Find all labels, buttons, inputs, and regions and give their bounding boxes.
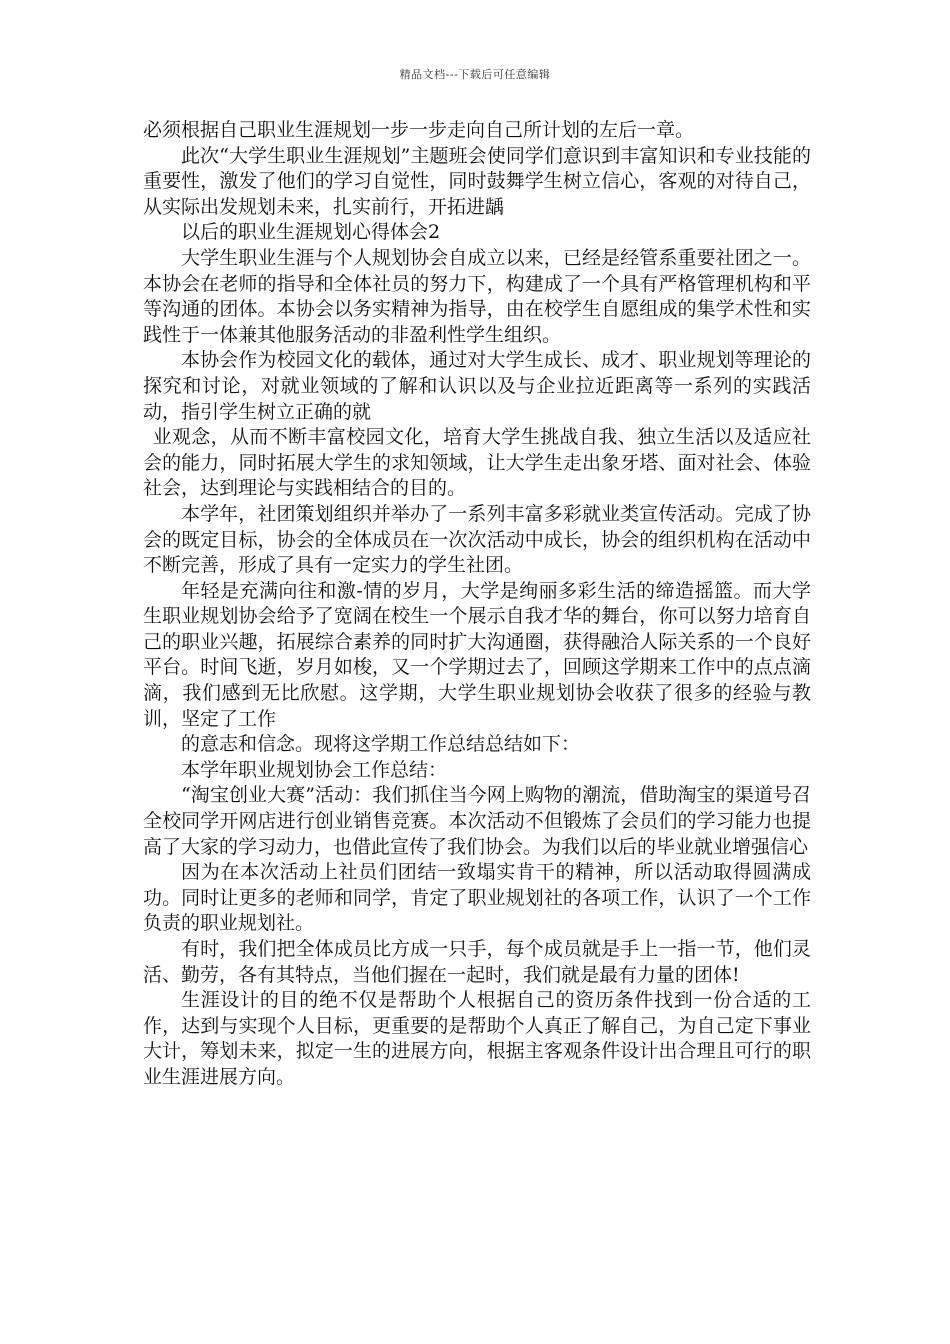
page-header: 精品文档---下载后可任意编辑: [399, 68, 551, 81]
paragraph: 本协会作为校园文化的载体，通过对大学生成长、成才、职业规划等理论的探究和讨论，对就业领域的了解和认识以及与企业拉近距离等一系列的实践活动，指引学生树立正确的就: [143, 349, 811, 423]
paragraph: 大学生职业生涯与个人规划协会自成立以来，已经是经管系重要社团之一。本协会在老师的指导和全体社员的努力下，构建成了一个具有严格管理机构和平等沟通的团体。本协会以务实精神为指导，由在校学生自愿组成的集学术性和实践性于一体兼其他服务活动的非盈利性学生组织。: [143, 246, 811, 346]
paragraph: 本学年，社团策划组织并举办了一系列丰富多彩就业类宣传活动。完成了协会的既定目标，协会的全体成员在一次次活动中成长，协会的组织机构在活动中不断完善，形成了具有一定实力的学生社团。: [143, 502, 811, 577]
section-heading: 以后的职业生涯规划心得体会2: [181, 221, 441, 244]
paragraph: 必须根据自己职业生涯规划一步一步走向自己所计划的左后一章。: [143, 119, 695, 141]
paragraph: 因为在本次活动上社员们团结一致塌实肯干的精神，所以活动取得圆满成功。同时让更多的老师和同学，肯定了职业规划社的各项工作，认识了一个工作负责的职业规划社。: [143, 861, 811, 935]
paragraph: 有时，我们把全体成员比方成一只手，每个成员就是手上一指一节，他们灵活、勤劳，各有其特点，当他们握在一起时，我们就是最有力量的团体!: [143, 938, 811, 986]
paragraph: 年轻是充满向往和激-情的岁月，大学是绚丽多彩生活的缔造摇篮。而大学生职业规划协会给予了宽阔在校生一个展示自我才华的舞台，你可以努力培育自己的职业兴趣，拓展综合素养的同时扩大沟通圈，获得融洽人际关系的一个良好平台。时间飞逝，岁月如梭，又一个学期过去了，回顾这学期来工作中的点点滴滴，我们感到无比欣慰。这学期，大学生职业规划协会收获了很多的经验与教训，坚定了工作: [143, 579, 811, 730]
paragraph: 生涯设计的目的绝不仅是帮助个人根据自己的资历条件找到一份合适的工作，达到与实现个人目标，更重要的是帮助个人真正了解自己，为自己定下事业大计，筹划未来，拟定一生的进展方向，根据主客观条件设计出合理且可行的职业生涯进展方向。: [143, 989, 811, 1088]
paragraph: 此次“大学生职业生涯规划”主题班会使同学们意识到丰富知识和专业技能的重要性，激发了他们的学习自觉性，同时鼓舞学生树立信心，客观的对待自己，从实际出发规划未来，扎实前行，开拓进龋: [143, 144, 811, 218]
paragraph: “淘宝创业大赛”活动：我们抓住当今网上购物的潮流，借助淘宝的渠道号召全校同学开网店进行创业销售竞赛。本次活动不但锻炼了会员们的学习能力也提高了大家的学习动力，也借此宣传了我们协会。为我们以后的毕业就业增强信心: [143, 784, 811, 858]
document-body: [143, 118, 811, 1091]
paragraph: 业观念，从而不断丰富校园文化，培育大学生挑战自我、独立生活以及适应社会的能力，同时拓展大学生的求知领域，让大学生走出象牙塔、面对社会、体验社会，达到理论与实践相结合的目的。: [143, 426, 811, 500]
paragraph: 本学年职业规划协会工作总结：: [181, 758, 448, 781]
paragraph: 的意志和信念。现将这学期工作总结总结如下：: [181, 733, 581, 756]
